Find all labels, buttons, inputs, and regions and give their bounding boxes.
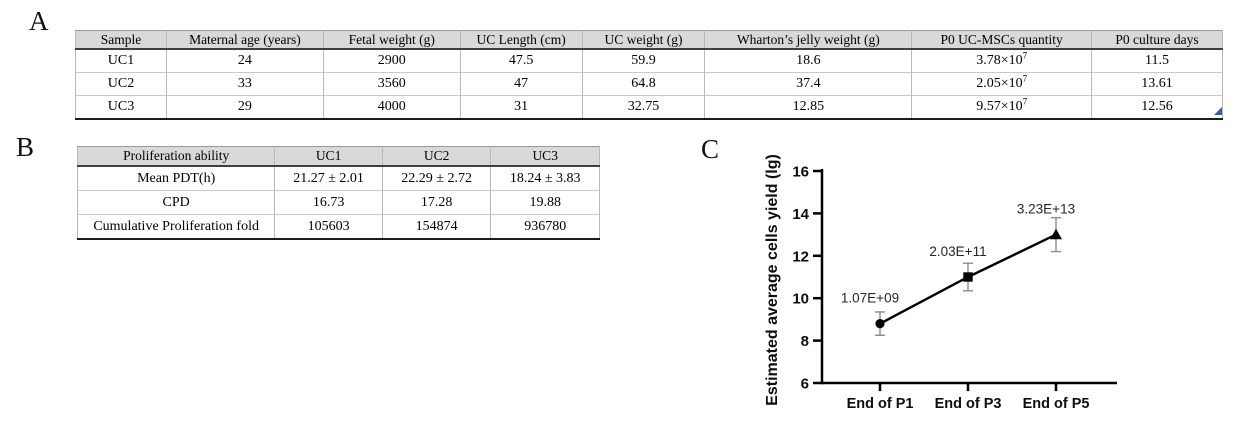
- table-row: [78, 166, 600, 191]
- y-tick-label: 10: [792, 290, 809, 308]
- column-header: Proliferation ability: [78, 147, 275, 167]
- panel-a-label: A: [29, 6, 49, 36]
- y-tick-label: 8: [800, 333, 809, 351]
- table-cell: 32.75: [582, 96, 705, 120]
- table-cell: Cumulative Proliferation fold: [78, 215, 275, 240]
- table-row: [78, 215, 600, 240]
- column-header: Fetal weight (g): [323, 31, 460, 50]
- column-header: UC weight (g): [582, 31, 705, 50]
- table-cell: UC3: [76, 96, 167, 120]
- y-tick-label: 6: [800, 375, 809, 393]
- table-cell: 47: [460, 73, 582, 96]
- table-cell: 4000: [323, 96, 460, 120]
- cell-corner-marker-icon: [1214, 107, 1222, 115]
- table-cell: 2900: [323, 49, 460, 73]
- panel-b-label: B: [16, 132, 35, 162]
- y-tick-label: 14: [792, 205, 809, 223]
- data-point-circle: [875, 319, 884, 328]
- x-tick-label: End of P3: [934, 396, 1002, 412]
- cells-yield-line-chart: [720, 140, 1246, 431]
- table-cell: 37.4: [705, 73, 912, 96]
- table-cell: 21.27 ± 2.01: [275, 166, 383, 191]
- table-cell: 12.85: [705, 96, 912, 120]
- x-tick-label: End of P1: [846, 396, 914, 412]
- table-cell: 59.9: [582, 49, 705, 73]
- table-row: [76, 49, 1223, 73]
- column-header: UC Length (cm): [460, 31, 582, 50]
- table-cell: 47.5: [460, 49, 582, 73]
- column-header: Sample: [76, 31, 167, 50]
- table-cell: 13.61: [1092, 73, 1223, 96]
- point-value-label: 1.07E+09: [840, 290, 900, 306]
- column-header: P0 UC-MSCs quantity: [912, 31, 1092, 50]
- table-cell: UC2: [76, 73, 167, 96]
- table-cell: 154874: [382, 215, 491, 240]
- table-row: [78, 191, 600, 215]
- sample-characteristics-table: [75, 30, 1223, 120]
- column-header: Maternal age (years): [166, 31, 323, 50]
- table-cell: 19.88: [491, 191, 600, 215]
- superscript-exponent: 7: [1022, 73, 1028, 84]
- table-cell: CPD: [78, 191, 275, 215]
- table-cell: 18.24 ± 3.83: [491, 166, 600, 191]
- table-cell: 33: [166, 73, 323, 96]
- table-cell: 12.56: [1092, 96, 1223, 120]
- x-tick-label: End of P5: [1022, 396, 1090, 412]
- panel-c-label: C: [701, 134, 720, 164]
- data-point-square: [963, 272, 972, 281]
- table-cell: 17.28: [382, 191, 491, 215]
- table-cell: 24: [166, 49, 323, 73]
- y-tick-label: 16: [792, 163, 809, 181]
- y-tick-label: 12: [792, 248, 809, 266]
- table-cell: 29: [166, 96, 323, 120]
- table-cell: 936780: [491, 215, 600, 240]
- superscript-exponent: 7: [1022, 96, 1028, 107]
- table-cell: 11.5: [1092, 49, 1223, 73]
- table-cell: 18.6: [705, 49, 912, 73]
- table-cell: UC1: [76, 49, 167, 73]
- proliferation-ability-table: [77, 146, 600, 240]
- y-axis-title: Estimated average cells yield (lg): [764, 154, 781, 406]
- table-cell: 31: [460, 96, 582, 120]
- point-value-label: 2.03E+11: [929, 244, 987, 259]
- table-cell: 16.73: [275, 191, 383, 215]
- table-row: [76, 73, 1223, 96]
- column-header: Wharton’s jelly weight (g): [705, 31, 912, 50]
- table-cell: $3.78\times 10^7$: [912, 49, 1092, 73]
- table-cell: 3560: [323, 73, 460, 96]
- table-row: [76, 96, 1223, 120]
- table-cell: 64.8: [582, 73, 705, 96]
- superscript-exponent: 7: [1022, 50, 1028, 61]
- column-header: UC3: [491, 147, 600, 167]
- table-cell: Mean PDT(h): [78, 166, 275, 191]
- table-cell: $9.57\times 10^7$: [912, 96, 1092, 120]
- table-cell: 22.29 ± 2.72: [382, 166, 491, 191]
- column-header: P0 culture days: [1092, 31, 1223, 50]
- column-header: UC1: [275, 147, 383, 167]
- point-value-label: 3.23E+13: [1016, 201, 1076, 217]
- table-cell: 105603: [275, 215, 383, 240]
- data-point-triangle: [1050, 229, 1062, 239]
- column-header: UC2: [382, 147, 491, 167]
- table-cell: $2.05\times 10^7$: [912, 73, 1092, 96]
